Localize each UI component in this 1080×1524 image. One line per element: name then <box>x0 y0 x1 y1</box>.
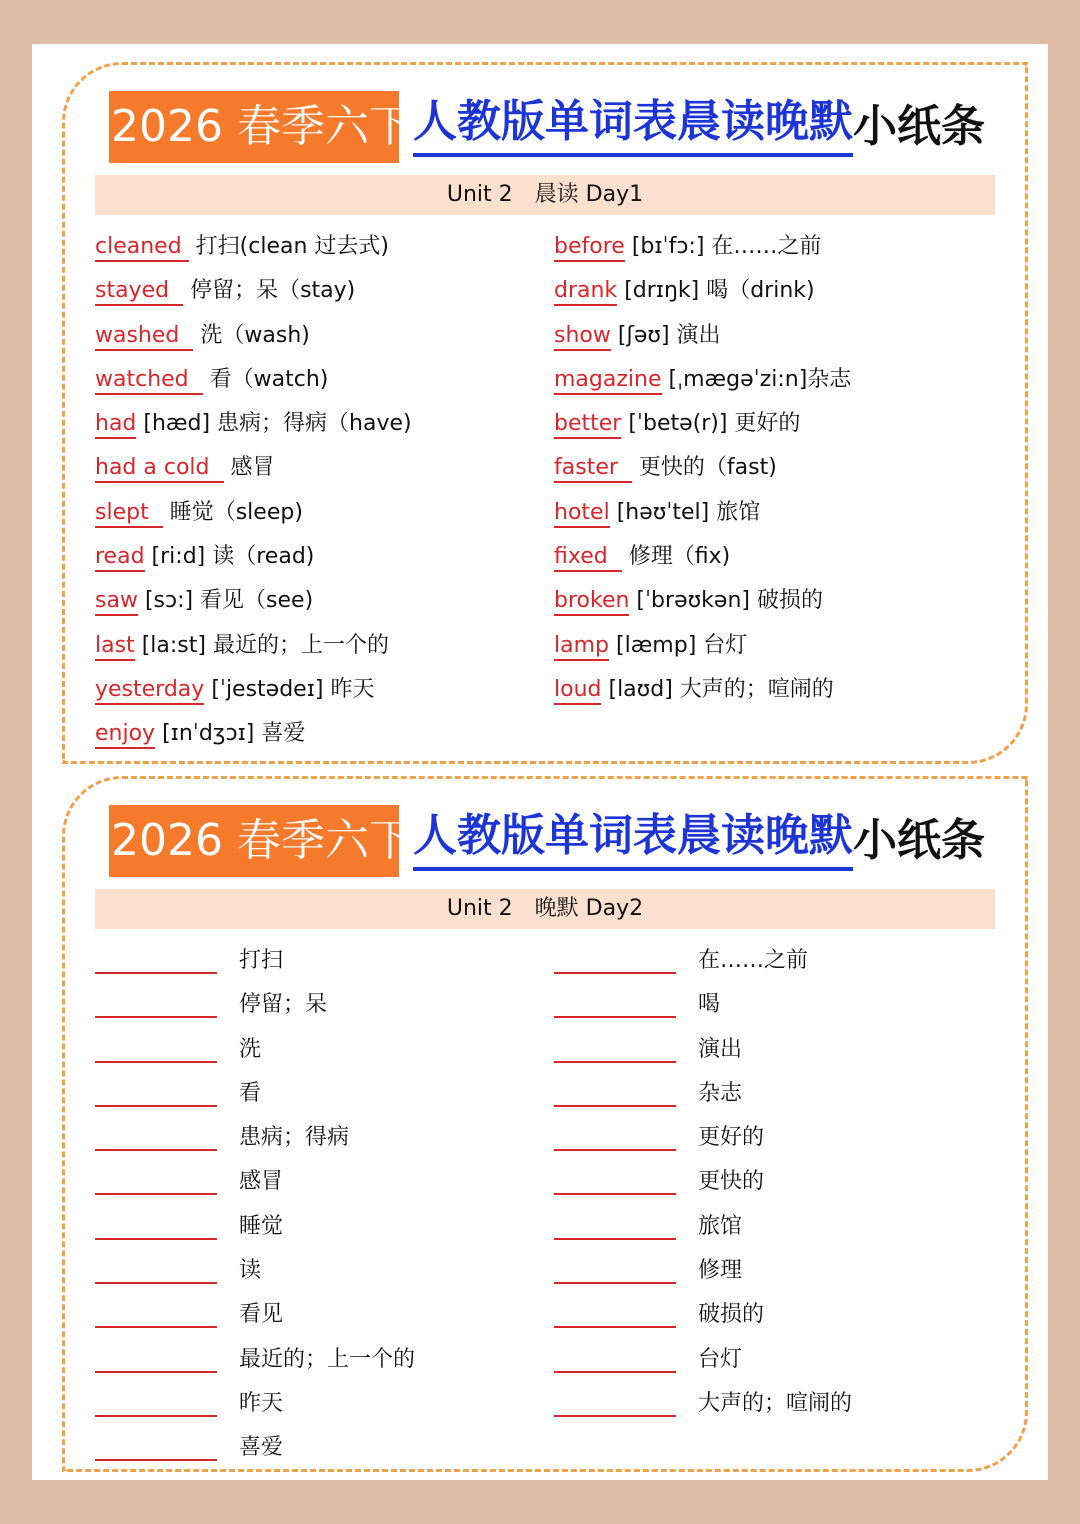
evening-dictation-card <box>62 776 1028 1472</box>
dictation-meaning: 台灯 <box>698 1346 743 1372</box>
answer-blank[interactable] <box>95 1302 217 1328</box>
vocab-definition: [ri:d] 读（read) <box>151 544 315 570</box>
vocab-word: hotel <box>554 500 610 528</box>
vocab-word: watched <box>95 367 189 395</box>
vocab-row <box>554 269 994 313</box>
vocab-definition: [ɪnˈdʒɔɪ] 喜爱 <box>162 721 306 747</box>
answer-blank[interactable] <box>554 1125 676 1151</box>
title-year: 2026 春季六下 <box>111 815 413 866</box>
dictation-row <box>95 1160 535 1204</box>
answer-blank[interactable] <box>554 1347 676 1373</box>
vocab-row <box>95 579 535 623</box>
word-list-right <box>554 225 994 712</box>
morning-reading-card <box>62 62 1028 764</box>
answer-blank[interactable] <box>95 1435 217 1461</box>
answer-blank[interactable] <box>95 1169 217 1195</box>
dictation-meaning: 大声的；喧闹的 <box>698 1390 853 1416</box>
vocab-row <box>95 314 535 358</box>
vocab-word: had <box>95 411 136 439</box>
vocab-word: had a cold <box>95 455 210 483</box>
word-underline-pad <box>149 500 163 528</box>
dictation-meaning: 旅馆 <box>698 1213 743 1239</box>
vocab-definition: 洗（wash) <box>200 322 310 348</box>
dictation-meaning: 看见 <box>239 1302 284 1328</box>
dictation-row <box>554 1072 994 1116</box>
vocab-row <box>554 624 994 668</box>
vocab-definition: [ˌmægəˈzi:n]杂志 <box>668 366 852 392</box>
title-main: 人教版单词表晨读晚默 <box>413 805 853 871</box>
vocab-word: cleaned <box>95 234 182 262</box>
vocab-word: lamp <box>554 633 609 661</box>
answer-blank[interactable] <box>95 992 217 1018</box>
vocab-word: loud <box>554 677 601 705</box>
answer-blank[interactable] <box>554 1169 676 1195</box>
dictation-row <box>95 1293 535 1337</box>
vocab-row <box>95 535 535 579</box>
dictation-row <box>95 1116 535 1160</box>
vocab-row <box>554 402 994 446</box>
answer-blank[interactable] <box>554 1302 676 1328</box>
answer-blank[interactable] <box>95 1214 217 1240</box>
dictation-meaning: 患病；得病 <box>239 1125 350 1151</box>
vocab-definition: [ˈjestədeɪ] 昨天 <box>211 676 375 702</box>
dictation-list-right <box>554 939 994 1426</box>
paper-sheet <box>32 44 1048 1480</box>
dictation-meaning: 最近的；上一个的 <box>239 1346 416 1372</box>
dictation-meaning: 看 <box>239 1080 262 1106</box>
vocab-word: yesterday <box>95 677 204 705</box>
title-main: 人教版单词表晨读晚默 <box>413 91 853 157</box>
dictation-row <box>554 1338 994 1382</box>
dictation-meaning: 喝 <box>698 992 721 1018</box>
vocab-row <box>554 579 994 623</box>
dictation-meaning: 睡觉 <box>239 1213 284 1239</box>
vocab-row <box>95 491 535 535</box>
vocab-definition: 停留；呆（stay) <box>190 278 356 304</box>
answer-blank[interactable] <box>554 1258 676 1284</box>
vocab-word: last <box>95 633 135 661</box>
vocab-row <box>95 446 535 490</box>
dictation-meaning: 演出 <box>698 1036 743 1062</box>
vocab-word: show <box>554 323 611 351</box>
dictation-meaning: 更好的 <box>698 1125 765 1151</box>
vocab-row <box>95 624 535 668</box>
vocab-definition: 感冒 <box>230 455 275 481</box>
vocab-definition: [laʊd] 大声的；喧闹的 <box>608 676 834 702</box>
dictation-row <box>95 939 535 983</box>
vocab-row <box>554 314 994 358</box>
vocab-word: slept <box>95 500 149 528</box>
vocab-definition: [bɪˈfɔ:] 在……之前 <box>631 234 822 259</box>
card-title <box>109 805 989 877</box>
answer-blank[interactable] <box>554 992 676 1018</box>
vocab-word: before <box>554 234 625 262</box>
dictation-meaning: 感冒 <box>239 1169 284 1195</box>
vocab-definition: [drɪŋk] 喝（drink) <box>624 278 815 304</box>
answer-blank[interactable] <box>95 1125 217 1151</box>
vocab-row <box>95 225 535 269</box>
vocab-word: read <box>95 544 145 572</box>
answer-blank[interactable] <box>95 1347 217 1373</box>
vocab-word: saw <box>95 588 138 616</box>
vocab-definition: [hæd] 患病；得病（have) <box>143 411 412 437</box>
dictation-row <box>95 1028 535 1072</box>
vocab-definition: 更快的（fast) <box>638 455 777 481</box>
vocab-definition: [sɔ:] 看见（see) <box>144 588 314 614</box>
vocab-word: enjoy <box>95 721 155 749</box>
word-underline-pad <box>189 367 203 395</box>
vocab-word: stayed <box>95 278 169 306</box>
vocab-definition: [la:st] 最近的；上一个的 <box>141 632 389 658</box>
dictation-row <box>554 939 994 983</box>
dictation-row <box>95 1426 535 1470</box>
vocab-row <box>554 668 994 712</box>
word-underline-pad <box>618 455 632 483</box>
word-underline-pad <box>210 455 224 483</box>
vocab-row <box>95 358 535 402</box>
dictation-row <box>95 1072 535 1116</box>
vocab-definition: 修理（fix) <box>628 544 731 570</box>
dictation-row <box>95 1382 535 1426</box>
answer-blank[interactable] <box>554 1081 676 1107</box>
answer-blank[interactable] <box>554 948 676 974</box>
unit-header: Unit 2 晚默 Day2 <box>95 889 995 929</box>
vocab-word: better <box>554 411 621 439</box>
card-title <box>109 91 989 163</box>
vocab-word: washed <box>95 323 179 351</box>
dictation-row <box>95 983 535 1027</box>
dictation-list-left <box>95 939 535 1471</box>
dictation-meaning: 杂志 <box>698 1080 743 1106</box>
vocab-definition: [læmp] 台灯 <box>616 632 748 658</box>
dictation-meaning: 读 <box>239 1258 262 1284</box>
word-underline-pad <box>169 278 183 306</box>
vocab-definition: [ʃəʊ] 演出 <box>617 322 721 348</box>
answer-blank[interactable] <box>554 1214 676 1240</box>
title-suffix: 小纸条 <box>852 815 985 866</box>
dictation-meaning: 打扫 <box>239 948 284 973</box>
dictation-meaning: 更快的 <box>698 1169 765 1195</box>
vocab-word: faster <box>554 455 618 483</box>
dictation-row <box>554 1116 994 1160</box>
vocab-definition: [ˈbrəʊkən] 破损的 <box>636 588 823 614</box>
dictation-row <box>554 983 994 1027</box>
answer-blank[interactable] <box>95 1258 217 1284</box>
dictation-row <box>95 1205 535 1249</box>
vocab-definition: [ˈbetə(r)] 更好的 <box>628 411 801 437</box>
dictation-meaning: 破损的 <box>698 1302 765 1328</box>
vocab-row <box>554 491 994 535</box>
dictation-row <box>554 1205 994 1249</box>
vocab-word: magazine <box>554 367 662 395</box>
dictation-meaning: 洗 <box>239 1036 262 1062</box>
word-underline-pad <box>182 234 189 262</box>
vocab-definition: 看（watch) <box>209 366 329 392</box>
vocab-row <box>554 446 994 490</box>
title-suffix: 小纸条 <box>852 101 985 152</box>
title-year: 2026 春季六下 <box>111 101 413 152</box>
answer-blank[interactable] <box>95 1037 217 1063</box>
vocab-row <box>95 712 535 756</box>
unit-header: Unit 2 晨读 Day1 <box>95 175 995 215</box>
dictation-row <box>554 1160 994 1204</box>
word-underline-pad <box>608 544 622 572</box>
vocab-row <box>95 402 535 446</box>
dictation-meaning: 昨天 <box>239 1390 284 1416</box>
dictation-row <box>95 1338 535 1382</box>
dictation-meaning: 停留；呆 <box>239 992 328 1018</box>
answer-blank[interactable] <box>95 1081 217 1107</box>
vocab-row <box>554 225 994 269</box>
vocab-row <box>554 535 994 579</box>
vocab-definition: 睡觉（sleep) <box>169 499 303 525</box>
vocab-row <box>95 668 535 712</box>
dictation-meaning: 修理 <box>698 1258 743 1284</box>
vocab-word: fixed <box>554 544 608 572</box>
word-list-left <box>95 225 535 757</box>
dictation-row <box>95 1249 535 1293</box>
vocab-definition: 打扫(clean 过去式) <box>195 234 389 259</box>
dictation-row <box>554 1249 994 1293</box>
vocab-word: broken <box>554 588 629 616</box>
answer-blank[interactable] <box>95 948 217 974</box>
answer-blank[interactable] <box>95 1391 217 1417</box>
vocab-row <box>554 358 994 402</box>
vocab-row <box>95 269 535 313</box>
dictation-row <box>554 1382 994 1426</box>
dictation-meaning: 在……之前 <box>698 948 809 973</box>
dictation-row <box>554 1293 994 1337</box>
word-underline-pad <box>179 323 193 351</box>
dictation-row <box>554 1028 994 1072</box>
answer-blank[interactable] <box>554 1391 676 1417</box>
dictation-meaning: 喜爱 <box>239 1435 284 1461</box>
vocab-word: drank <box>554 278 617 306</box>
answer-blank[interactable] <box>554 1037 676 1063</box>
vocab-definition: [həʊˈtel] 旅馆 <box>616 499 761 525</box>
